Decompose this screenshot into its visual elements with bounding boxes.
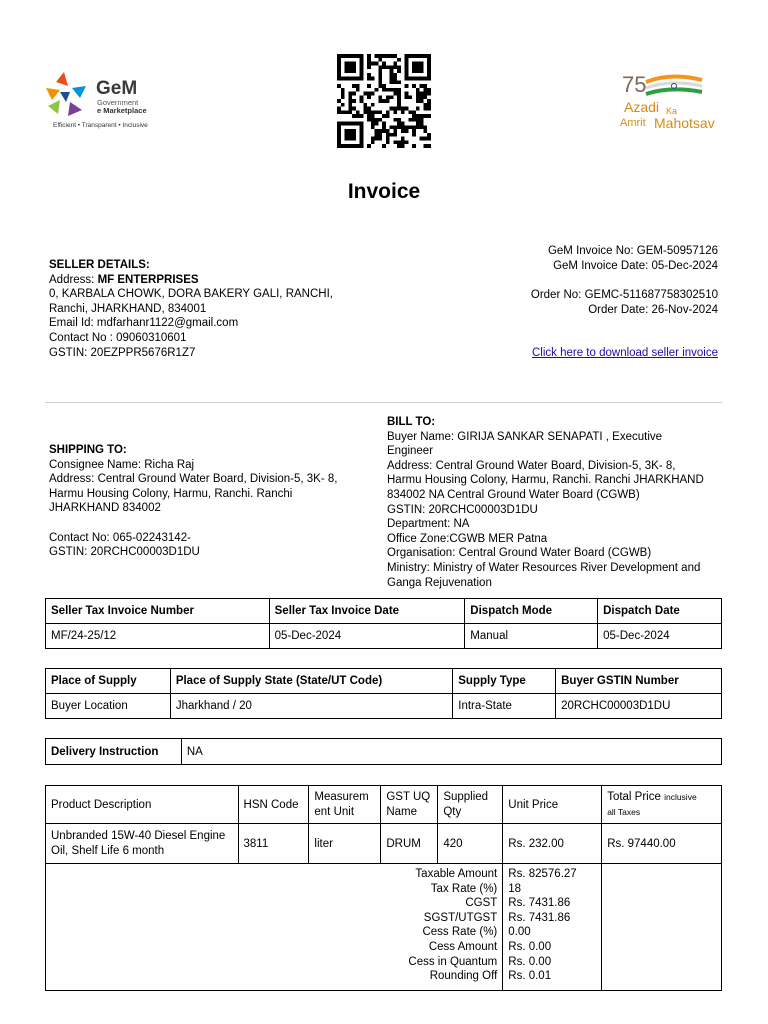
summary-empty-cell — [602, 864, 722, 991]
summary-label: Rounding Off — [429, 970, 498, 983]
shipping-contact: Contact No: 065-02243142- — [49, 531, 191, 544]
summary-value: Rs. 0.01 — [508, 970, 552, 983]
table-header-cell: Place of Supply State (State/UT Code) — [170, 669, 452, 694]
azadi-word: Azadi — [624, 99, 660, 115]
consignee-name: Consignee Name: Richa Raj — [49, 458, 195, 471]
seller-gstin: GSTIN: 20EZPPR5676R1Z7 — [49, 346, 196, 359]
summary-value: Rs. 7431.86 — [508, 897, 571, 910]
header-total-main: Total Price — [607, 790, 661, 803]
gem-sub-line2: e Marketplace — [97, 106, 147, 115]
bill-organisation: Organisation: Central Ground Water Board (CGWB) — [387, 547, 652, 560]
summary-value: 0.00 — [508, 926, 531, 939]
summary-value: Rs. 0.00 — [508, 955, 552, 968]
seller-email: Email Id: mdfarhanr1122@gmail.com — [49, 317, 239, 330]
summary-value: Rs. 0.00 — [508, 940, 552, 953]
table-header-cell: Seller Tax Invoice Number — [46, 599, 270, 624]
bill-address-line1: Address: Central Ground Water Board, Division-5, 3K- 8, — [387, 459, 676, 472]
table-row — [46, 824, 722, 864]
flag-saffron-stroke — [646, 76, 702, 82]
table-header-cell: Dispatch Date — [598, 599, 722, 624]
header-total-small2: all Taxes — [607, 806, 641, 817]
summary-label: Cess Amount — [428, 940, 498, 953]
shipping-address-line3: JHARKHAND 834002 — [49, 502, 161, 515]
header-unit-line1: Measurem — [314, 790, 369, 803]
delivery-instruction-label: Delivery Instruction — [46, 739, 182, 765]
header-product-description: Product Description — [46, 786, 239, 824]
supply-table — [45, 668, 722, 719]
product-hsn: 3811 — [238, 824, 309, 864]
shipping-address-line1: Address: Central Ground Water Board, Division-5, 3K- 8, — [49, 473, 338, 486]
header-hsn-code: HSN Code — [238, 786, 309, 824]
seller-address-name-line — [49, 273, 333, 288]
section-divider — [45, 402, 722, 403]
table-row — [46, 624, 722, 649]
summary-row — [46, 864, 722, 991]
header-unit-line2: ent Unit — [314, 805, 355, 818]
shipping-address-line2: Harmu Housing Colony, Harmu, Ranchi. Ranchi — [49, 487, 293, 500]
table-header-cell: Seller Tax Invoice Date — [269, 599, 465, 624]
table-header-cell: Dispatch Mode — [465, 599, 598, 624]
seller-heading: SELLER DETAILS: — [49, 259, 150, 271]
gem-logo-subtitle — [97, 99, 147, 115]
product-desc-line1: Unbranded 15W-40 Diesel Engine — [51, 829, 226, 842]
header-uq-line2: Name — [386, 805, 418, 818]
table-header-row — [46, 669, 722, 694]
qr-code — [334, 54, 434, 148]
gem-logo-word: GeM — [96, 78, 138, 99]
summary-label: CGST — [465, 897, 498, 910]
gem-invoice-no: GeM Invoice No: GEM-50957126 — [547, 245, 718, 257]
product-qty: 420 — [438, 824, 503, 864]
seller-name: MF ENTERPRISES — [97, 273, 199, 286]
header-supplied-qty — [438, 786, 503, 824]
bill-to-heading: BILL TO: — [387, 416, 436, 428]
header-measurement-unit — [309, 786, 381, 824]
product-table — [45, 785, 722, 991]
buyer-name-line2: Engineer — [387, 445, 434, 458]
buyer-gstin-number: 20RCHC00003D1DU — [556, 694, 722, 719]
summary-label: Cess in Quantum — [408, 955, 498, 968]
shipping-gstin: GSTIN: 20RCHC00003D1DU — [49, 546, 200, 559]
shipping-details — [49, 443, 337, 560]
azadi-num: 75 — [622, 72, 647, 97]
download-seller-invoice-link[interactable]: Click here to download seller invoice — [531, 347, 718, 360]
seller-tax-invoice-date: 05-Dec-2024 — [269, 624, 465, 649]
seller-tax-invoice-number: MF/24-25/12 — [46, 624, 270, 649]
order-date: Order Date: 26-Nov-2024 — [588, 303, 718, 316]
bill-address-line2: Harmu Housing Colony, Harmu, Ranchi. Ranchi JHARKHAND — [387, 474, 704, 487]
product-desc-line2: Oil, Shelf Life 6 month — [51, 844, 165, 857]
header-gst-uq-name — [381, 786, 438, 824]
header-total-small1: inclusive — [664, 791, 697, 802]
table-header-cell: Supply Type — [453, 669, 556, 694]
product-unit: liter — [309, 824, 381, 864]
table-header-cell: Place of Supply — [46, 669, 171, 694]
seller-address-label: Address: — [49, 273, 98, 286]
order-no: Order No: GEMC-511687758302510 — [530, 289, 718, 302]
dispatch-date: 05-Dec-2024 — [598, 624, 722, 649]
delivery-instruction-value: NA — [181, 739, 721, 765]
supply-type: Intra-State — [453, 694, 556, 719]
table-row — [46, 694, 722, 719]
azadi-amrit: Amrit — [620, 117, 646, 129]
gem-sub-line1: Government — [97, 98, 139, 107]
seller-address-line1: 0, KARBALA CHOWK, DORA BAKERY GALI, RANCHI, — [49, 288, 333, 301]
seller-details — [49, 258, 333, 360]
summary-label: SGST/UTGST — [423, 911, 498, 924]
seller-address-line2: Ranchi, JHARKHAND, 834001 — [49, 302, 207, 315]
header-qty-line1: Supplied — [443, 790, 489, 803]
summary-label: Tax Rate (%) — [430, 882, 498, 895]
seller-contact: Contact No : 09060310601 — [49, 331, 187, 344]
summary-values — [503, 864, 602, 991]
page-title: Invoice — [347, 180, 421, 203]
summary-value: Rs. 82576.27 — [508, 868, 577, 880]
azadi-ka: Ka — [666, 106, 678, 116]
product-uq: DRUM — [381, 824, 438, 864]
table-header-cell: Buyer GSTIN Number — [556, 669, 722, 694]
bill-ministry-line1: Ministry: Ministry of Water Resources River Development and — [387, 561, 701, 574]
header-qty-line2: Qty — [443, 805, 462, 818]
header-total-price — [602, 786, 722, 824]
bill-to-details — [387, 415, 704, 590]
header-uq-line1: GST UQ — [386, 790, 431, 803]
header-unit-price: Unit Price — [503, 786, 602, 824]
table-header-row — [46, 786, 722, 824]
bill-gstin: GSTIN: 20RCHC00003D1DU — [387, 503, 538, 516]
azadi-mahotsav: Mahotsav — [654, 115, 715, 131]
bill-department: Department: NA — [387, 518, 470, 531]
bill-ministry-line2: Ganga Rejuvenation — [387, 576, 492, 589]
table-row — [46, 739, 722, 765]
product-total: Rs. 97440.00 — [602, 824, 722, 864]
buyer-name-line1: Buyer Name: GIRIJA SANKAR SENAPATI , Executive — [387, 430, 663, 443]
table-header-row — [46, 599, 722, 624]
invoice-meta — [440, 244, 718, 361]
shipping-heading: SHIPPING TO: — [49, 444, 127, 456]
dispatch-table — [45, 598, 722, 649]
product-description — [46, 824, 239, 864]
dispatch-mode: Manual — [465, 624, 598, 649]
summary-labels — [46, 864, 503, 991]
place-of-supply-state: Jharkhand / 20 — [170, 694, 452, 719]
bill-address-line3: 834002 NA Central Ground Water Board (CGWB) — [387, 488, 640, 501]
summary-label: Taxable Amount — [415, 868, 498, 880]
product-unit-price: Rs. 232.00 — [503, 824, 602, 864]
azadi-ka-amrit-mahotsav-logo — [616, 70, 726, 132]
flag-green-stroke — [646, 89, 702, 94]
place-of-supply: Buyer Location — [46, 694, 171, 719]
gem-star-icon — [46, 72, 86, 116]
summary-value: Rs. 7431.86 — [508, 911, 571, 924]
bill-office-zone: Office Zone:CGWB MER Patna — [387, 532, 548, 545]
summary-label: Cess Rate (%) — [422, 926, 498, 939]
gem-invoice-date: GeM Invoice Date: 05-Dec-2024 — [553, 259, 718, 272]
gem-tagline: Efficient • Transparent • Inclusive — [53, 122, 148, 129]
delivery-instruction-table — [45, 738, 722, 765]
summary-value: 18 — [508, 882, 522, 895]
